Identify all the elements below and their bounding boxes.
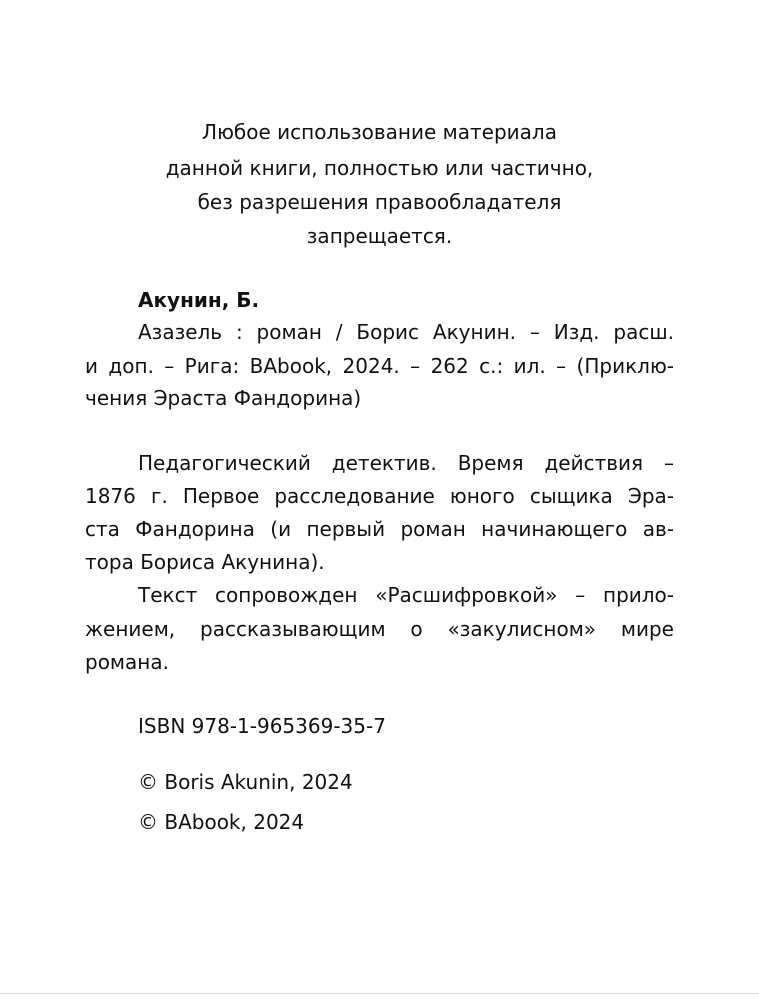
annotation-line-1: Педагогический детектив. Время действия – bbox=[138, 451, 674, 475]
bibliography-line-2: и доп. – Рига: BAbook, 2024. – 262 с.: ил. – (Приклю- bbox=[85, 354, 674, 378]
annotation-line-7: романа. bbox=[85, 650, 169, 674]
rights-notice-line-1: Любое использование материала bbox=[202, 120, 557, 144]
rights-notice-line-3: без разрешения правообладателя bbox=[197, 190, 562, 214]
rights-notice-line-2: данной книги, полностью или частично, bbox=[165, 156, 594, 180]
page-edge-divider bbox=[0, 993, 759, 994]
annotation-line-2: 1876 г. Первое расследование юного сыщика Эра- bbox=[85, 484, 674, 508]
copyright-publisher: © BAbook, 2024 bbox=[138, 810, 305, 834]
rights-notice-line-4: запрещается. bbox=[306, 224, 453, 248]
bibliography-line-1: Азазель : роман / Борис Акунин. – Изд. расш. bbox=[138, 320, 674, 344]
author-heading: Акунин, Б. bbox=[138, 288, 260, 312]
annotation-line-6: жением, рассказывающим о «закулисном» мире bbox=[85, 617, 674, 641]
isbn: ISBN 978-1-965369-35-7 bbox=[138, 714, 386, 738]
annotation-line-5: Текст сопровожден «Расшифровкой» – прило- bbox=[138, 583, 674, 607]
annotation-line-4: тора Бориса Акунина). bbox=[85, 550, 325, 574]
annotation-line-3: ста Фандорина (и первый роман начинающего ав- bbox=[85, 517, 674, 541]
bibliography-line-3: чения Эраста Фандорина) bbox=[85, 386, 362, 410]
copyright-author: © Boris Akunin, 2024 bbox=[138, 770, 353, 794]
